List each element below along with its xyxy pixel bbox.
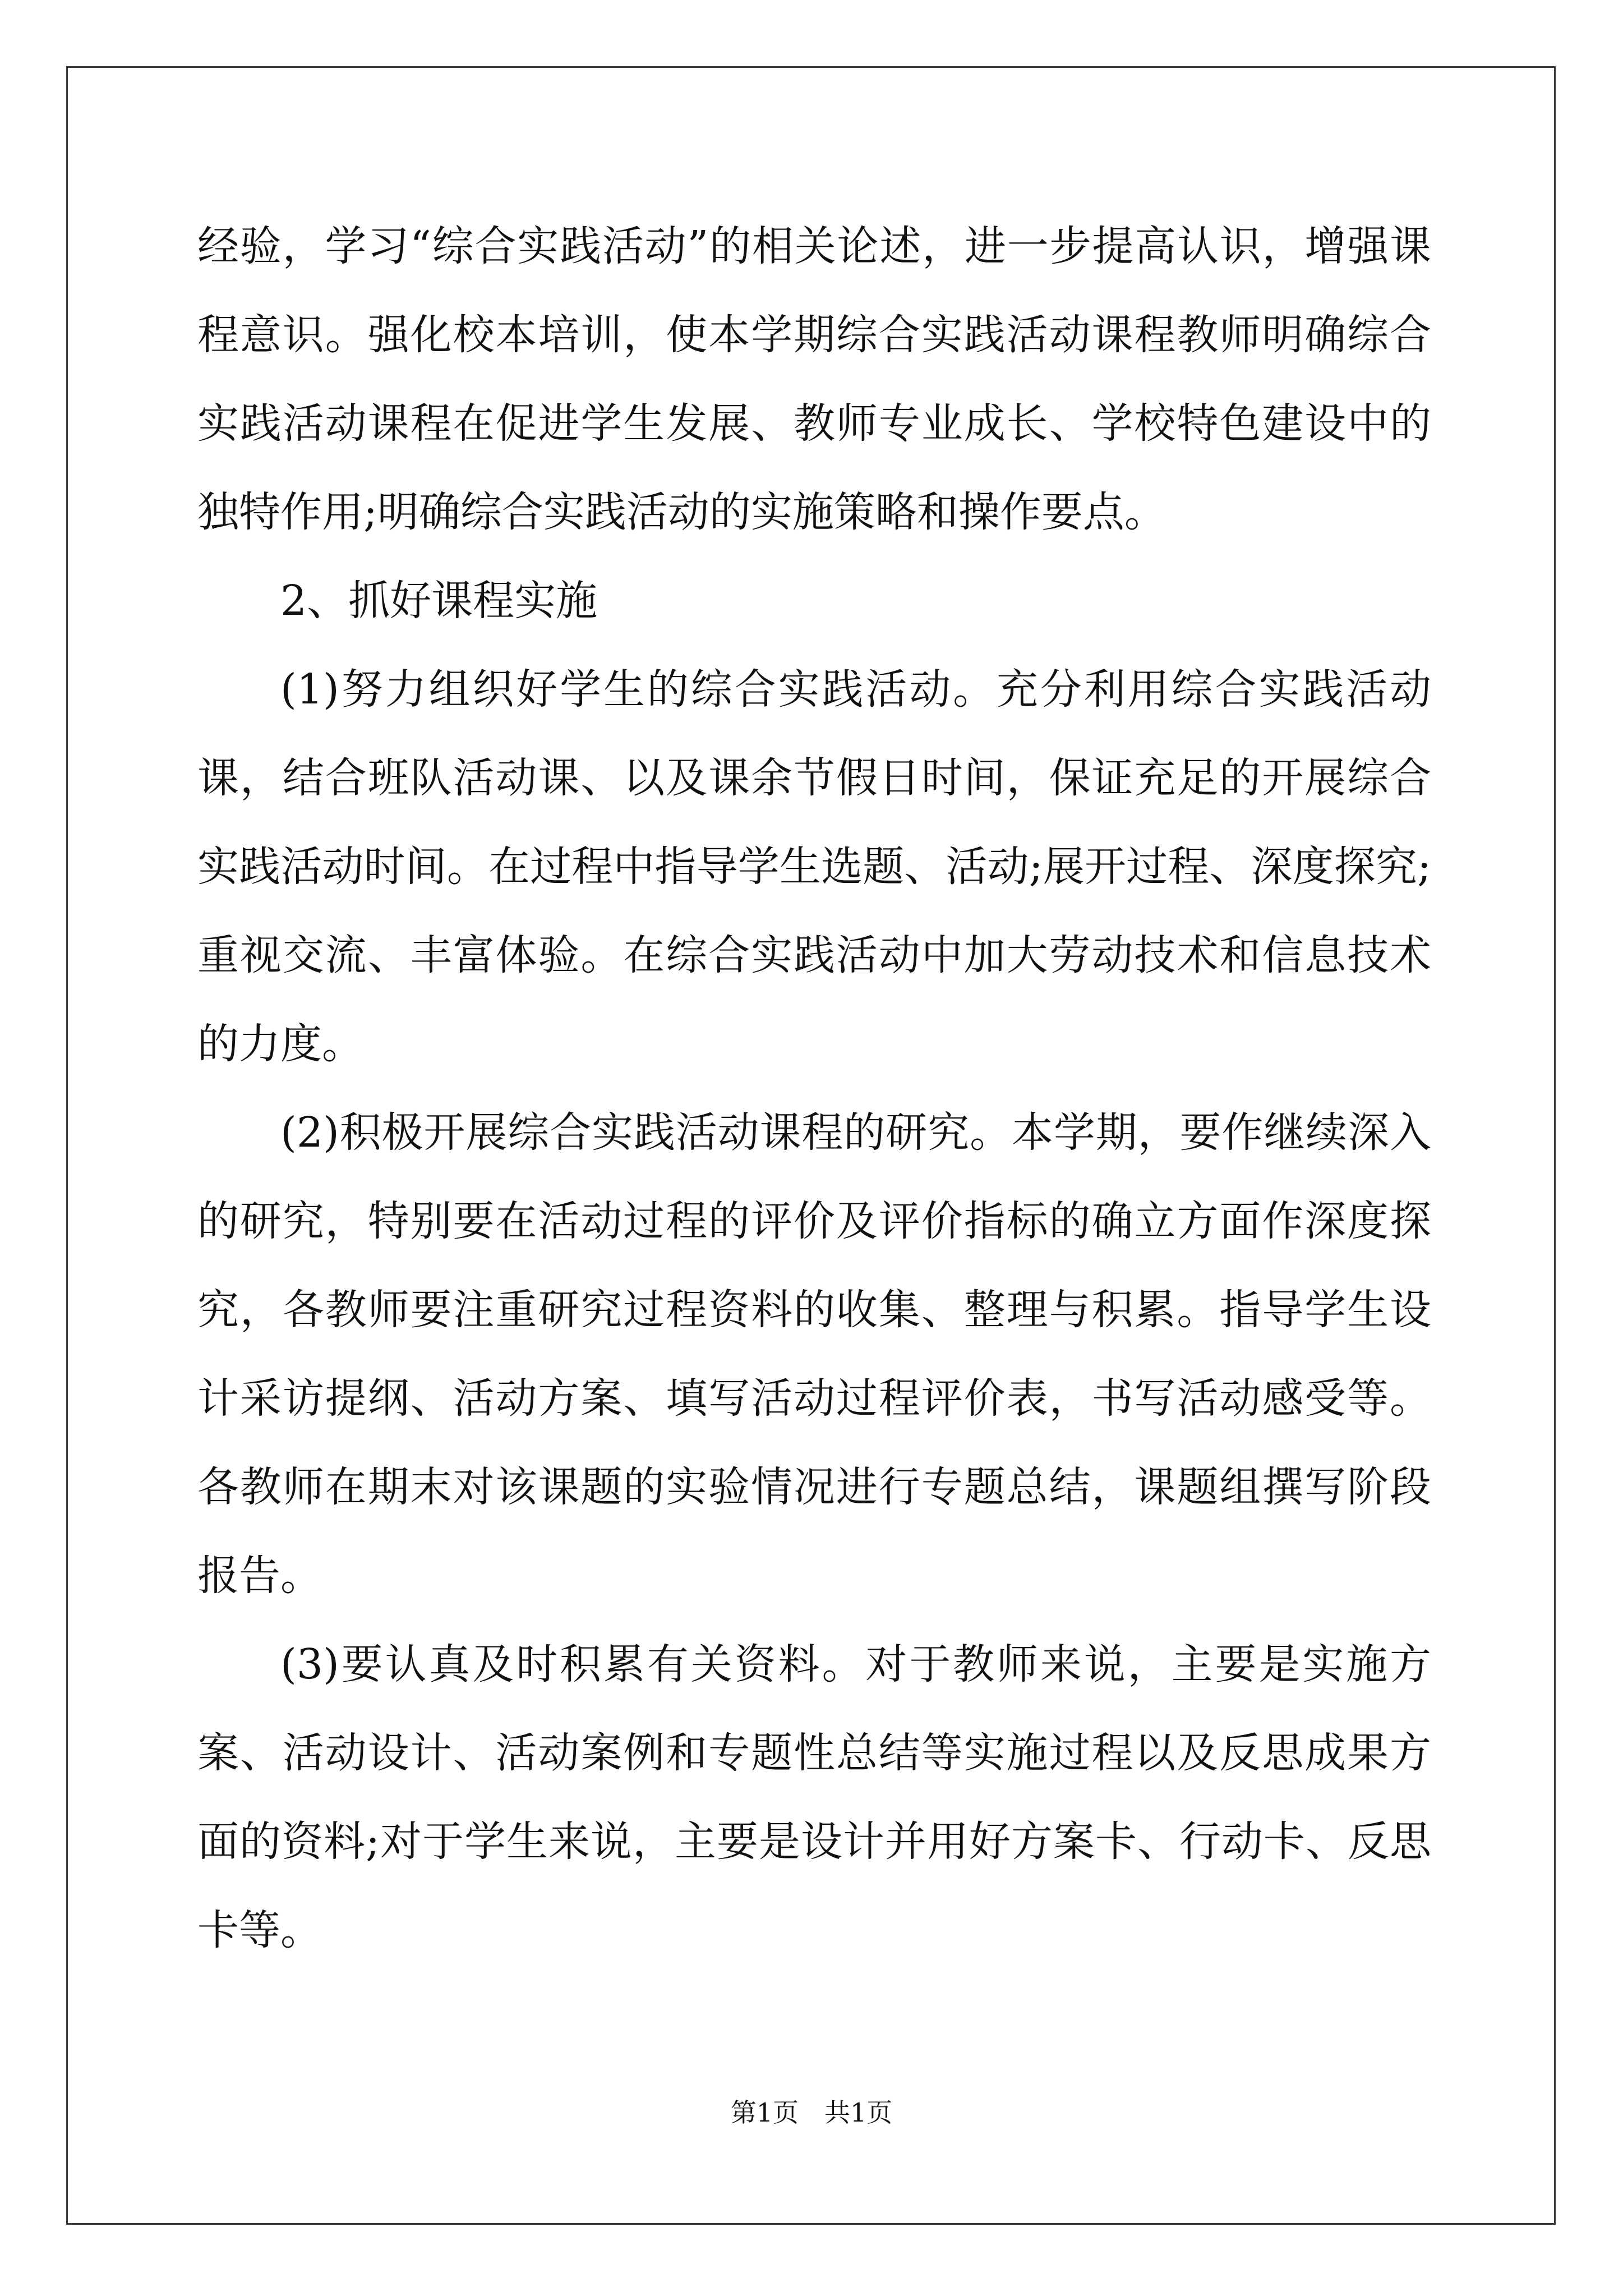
paragraph-item-1: (1)努力组织好学生的综合实践活动。充分利用综合实践活动课，结合班队活动课、以及课余节假日时间，保证充足的开展综合实践活动时间。在过程中指导学生选题、活动;展开过程、深度探究;重视交流、丰富体验。在综合实践活动中加大劳动技术和信息技术的力度。	[197, 665, 1431, 1068]
page-footer	[0, 2092, 1623, 2129]
paragraph-item-3: (3)要认真及时积累有关资料。对于教师来说，主要是实施方案、活动设计、活动案例和专题性总结等实施过程以及反思成果方面的资料;对于学生来说，主要是设计并用好方案卡、行动卡、反思卡等。	[197, 1640, 1431, 1954]
document-body	[197, 202, 1431, 1975]
paragraph-item-2: (2)积极开展综合实践活动课程的研究。本学期，要作继续深入的研究，特别要在活动过程的评价及评价指标的确立方面作深度探究，各教师要注重研究过程资料的收集、整理与积累。指导学生设计采访提纲、活动方案、填写活动过程评价表，书写活动感受等。各教师在期末对该课题的实验情况进行专题总结，课题组撰写阶段报告。	[197, 1108, 1431, 1600]
page-number-label: 第1页 共1页	[730, 2097, 893, 2128]
paragraph-continuation: 经验，学习“综合实践活动”的相关论述，进一步提高认识，增强课程意识。强化校本培训，使本学期综合实践活动课程教师明确综合实践活动课程在促进学生发展、教师专业成长、学校特色建设中的独特作用;明确综合实践活动的实施策略和操作要点。	[197, 222, 1431, 536]
section-heading: 2、抓好课程实施	[280, 577, 598, 625]
